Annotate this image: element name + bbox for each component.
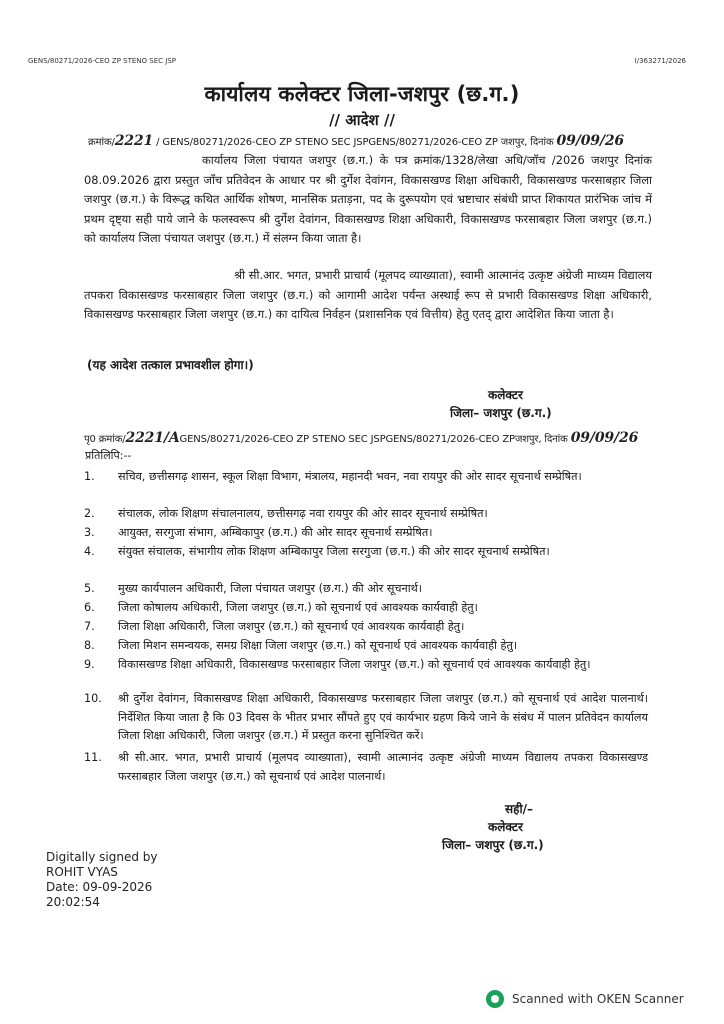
office-title: कार्यालय कलेक्टर जिला-जशपुर (छ.ग.) — [204, 82, 520, 106]
signature2-district: जिला– जशपुर (छ.ग.) — [442, 838, 544, 852]
ref2-body: GENS/80271/2026-CEO ZP STENO SEC JSPGENS/80271/2026-CEO ZPजशपुर, दिनांक — [179, 434, 571, 445]
effect-note: (यह आदेश तत्काल प्रभावशील होगा।) — [87, 358, 254, 372]
signature2-designation: कलेक्टर — [488, 820, 523, 834]
digital-signature-line: Digitally signed by — [46, 850, 158, 864]
digital-signature-time: 20:02:54 — [46, 895, 100, 909]
handwritten-endorsement-number: 2221/A — [125, 430, 180, 446]
ref-prefix: क्रमांक/ — [88, 137, 115, 148]
header-right-reference: I/363271/2026 — [634, 57, 686, 65]
handwritten-endorsement-date: 09/09/26 — [570, 430, 639, 446]
signature1-district: जिला– जशपुर (छ.ग.) — [450, 406, 552, 420]
order-paragraph-2: श्री सी.आर. भगत, प्रभारी प्राचार्य (मूलपद व्याख्याता), स्वामी आत्मानंद उत्कृष्ट अंग्रेजी माध्यम विद्यालय तपकरा विकासखण्ड फरसाबहार जिला जशपुर (छ.ग.) को आगामी आदेश पर्यन्त अस्थाई रूप से प्रभारी विकासखण्ड शिक्षा अधिकारी, विकासखण्ड फरसाबहार जिला जशपुर (छ.ग.) का दायित्व निर्वहन (प्रशासनिक एवं वित्तीय) हेतु एतद् द्वारा आदेशित किया जाता है। — [84, 268, 652, 322]
ref2-prefix: पृ0 क्रमांक/ — [84, 434, 126, 445]
order-paragraph-1: कार्यालय जिला पंचायत जशपुर (छ.ग.) के पत्र क्रमांक/1328/लेखा अधि/जॉच /2026 जशपुर दिनांक 08.09.2026 द्वारा प्रस्तुत जाँच प्रतिवेदन के आधार पर श्री दुर्गेश देवांगन, विकासखण्ड शिक्षा अधिकारी, विकासखण्ड फरसाबहार जिला जशपुर (छ.ग.) के विरूद्ध कथित आर्थिक शोषण, मानसिक प्रताड़ना, पद के दुरूपयोग एवं भ्रष्टाचार संबंधी प्राप्त शिकायत प्रारंभिक जांच में प्रथम दृष्ट्या सही पाये जाने के फलस्वरूप श्री दुर्गेश देवांगन, विकासखण्ड शिक्षा अधिकारी, विकासखण्ड फरसाबहार जिला जशपुर (छ.ग.) को कार्यालय जिला पंचायत जशपुर (छ.ग.) में संलग्न किया जाता है। — [84, 153, 652, 246]
scanner-logo-icon — [486, 990, 504, 1008]
scanner-watermark — [486, 990, 684, 1008]
handwritten-order-date: 09/09/26 — [556, 133, 625, 149]
order-heading: // आदेश // — [329, 111, 395, 129]
copies-label: प्रतिलिपि:-- — [85, 449, 132, 462]
digital-signature-date: Date: 09-09-2026 — [46, 880, 153, 894]
signature1-designation: कलेक्टर — [488, 388, 523, 402]
scanner-watermark-text: Scanned with OKEN Scanner — [512, 992, 684, 1006]
signature2-signed: सही/– — [505, 802, 533, 816]
endorsement-reference-line — [84, 430, 638, 446]
handwritten-order-number: 2221 — [114, 133, 154, 149]
order-reference-line — [88, 133, 624, 149]
header-left-reference: GENS/80271/2026-CEO ZP STENO SEC JSP — [28, 57, 176, 65]
ref-body: / GENS/80271/2026-CEO ZP STENO SEC JSPGENS/80271/2026-CEO ZP जशपुर, दिनांक — [153, 137, 557, 148]
digital-signature-name: ROHIT VYAS — [46, 865, 118, 879]
digital-signature — [46, 850, 158, 910]
